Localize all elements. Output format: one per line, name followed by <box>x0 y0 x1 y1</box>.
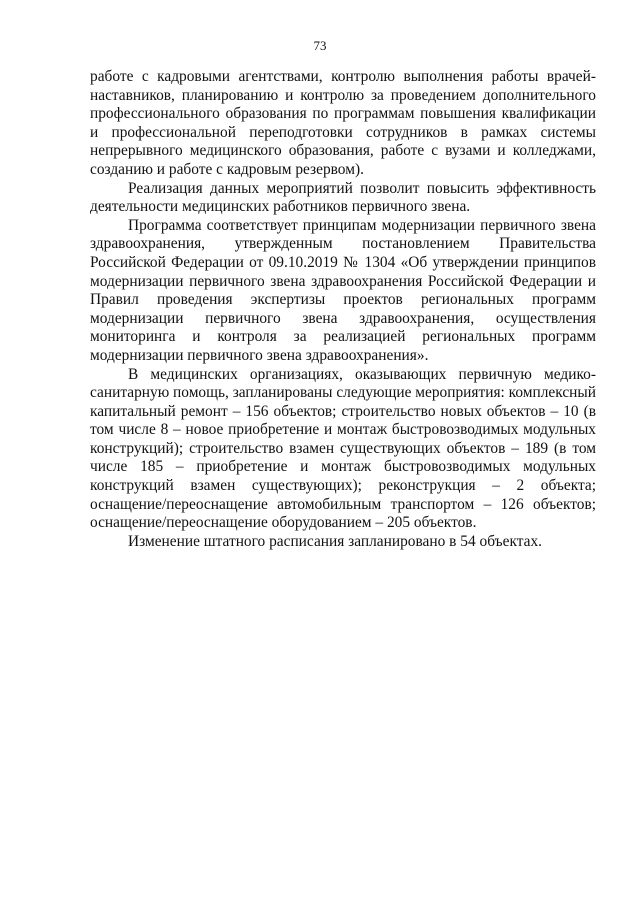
paragraph-continued: работе с кадровыми агентствами, контролю выполнения работы врачей-наставников, планированию и контролю за проведением дополнительного профессионального образования по программам повышения квалификации и профессиональной переподготовки сотрудников в рамках системы непрерывного медицинского образования, работе с вузами и колледжами, созданию и работе с кадровым резервом). <box>90 68 596 178</box>
document-body <box>90 68 596 551</box>
paragraph-program-compliance: Программа соответствует принципам модернизации первичного звена здравоохранения, утвержденным постановлением Правительства Российской Федерации от 09.10.2019 № 1304 «Об утверждении принципов модернизации первичного звена здравоохранения Российской Федерации и Правил проведения экспертизы проектов региональных программ модернизации первичного звена здравоохранения, осуществления мониторинга и контроля за реализацией региональных программ модернизации первичного звена здравоохранения». <box>90 216 596 364</box>
paragraph-planned-measures: В медицинских организациях, оказывающих первичную медико-санитарную помощь, запланированы следующие мероприятия: комплексный капитальный ремонт – 156 объектов; строительство новых объектов – 10 (в том числе 8 – новое приобретение и монтаж быстровозводимых модульных конструкций); строительство взамен существующих объектов – 189 (в том числе 185 – приобретение и монтаж быстровозводимых модульных конструкций взамен существующих); реконструкция – 2 объекта; оснащение/переоснащение автомобильным транспортом – 126 объектов; оснащение/переоснащение оборудованием – 205 объектов. <box>90 365 596 532</box>
paragraph-staffing-change: Изменение штатного расписания запланировано в 54 объектах. <box>128 532 543 550</box>
page-number: 73 <box>313 38 327 53</box>
paragraph-implementation-effect: Реализация данных мероприятий позволит повысить эффективность деятельности медицинских работников первичного звена. <box>90 179 596 216</box>
